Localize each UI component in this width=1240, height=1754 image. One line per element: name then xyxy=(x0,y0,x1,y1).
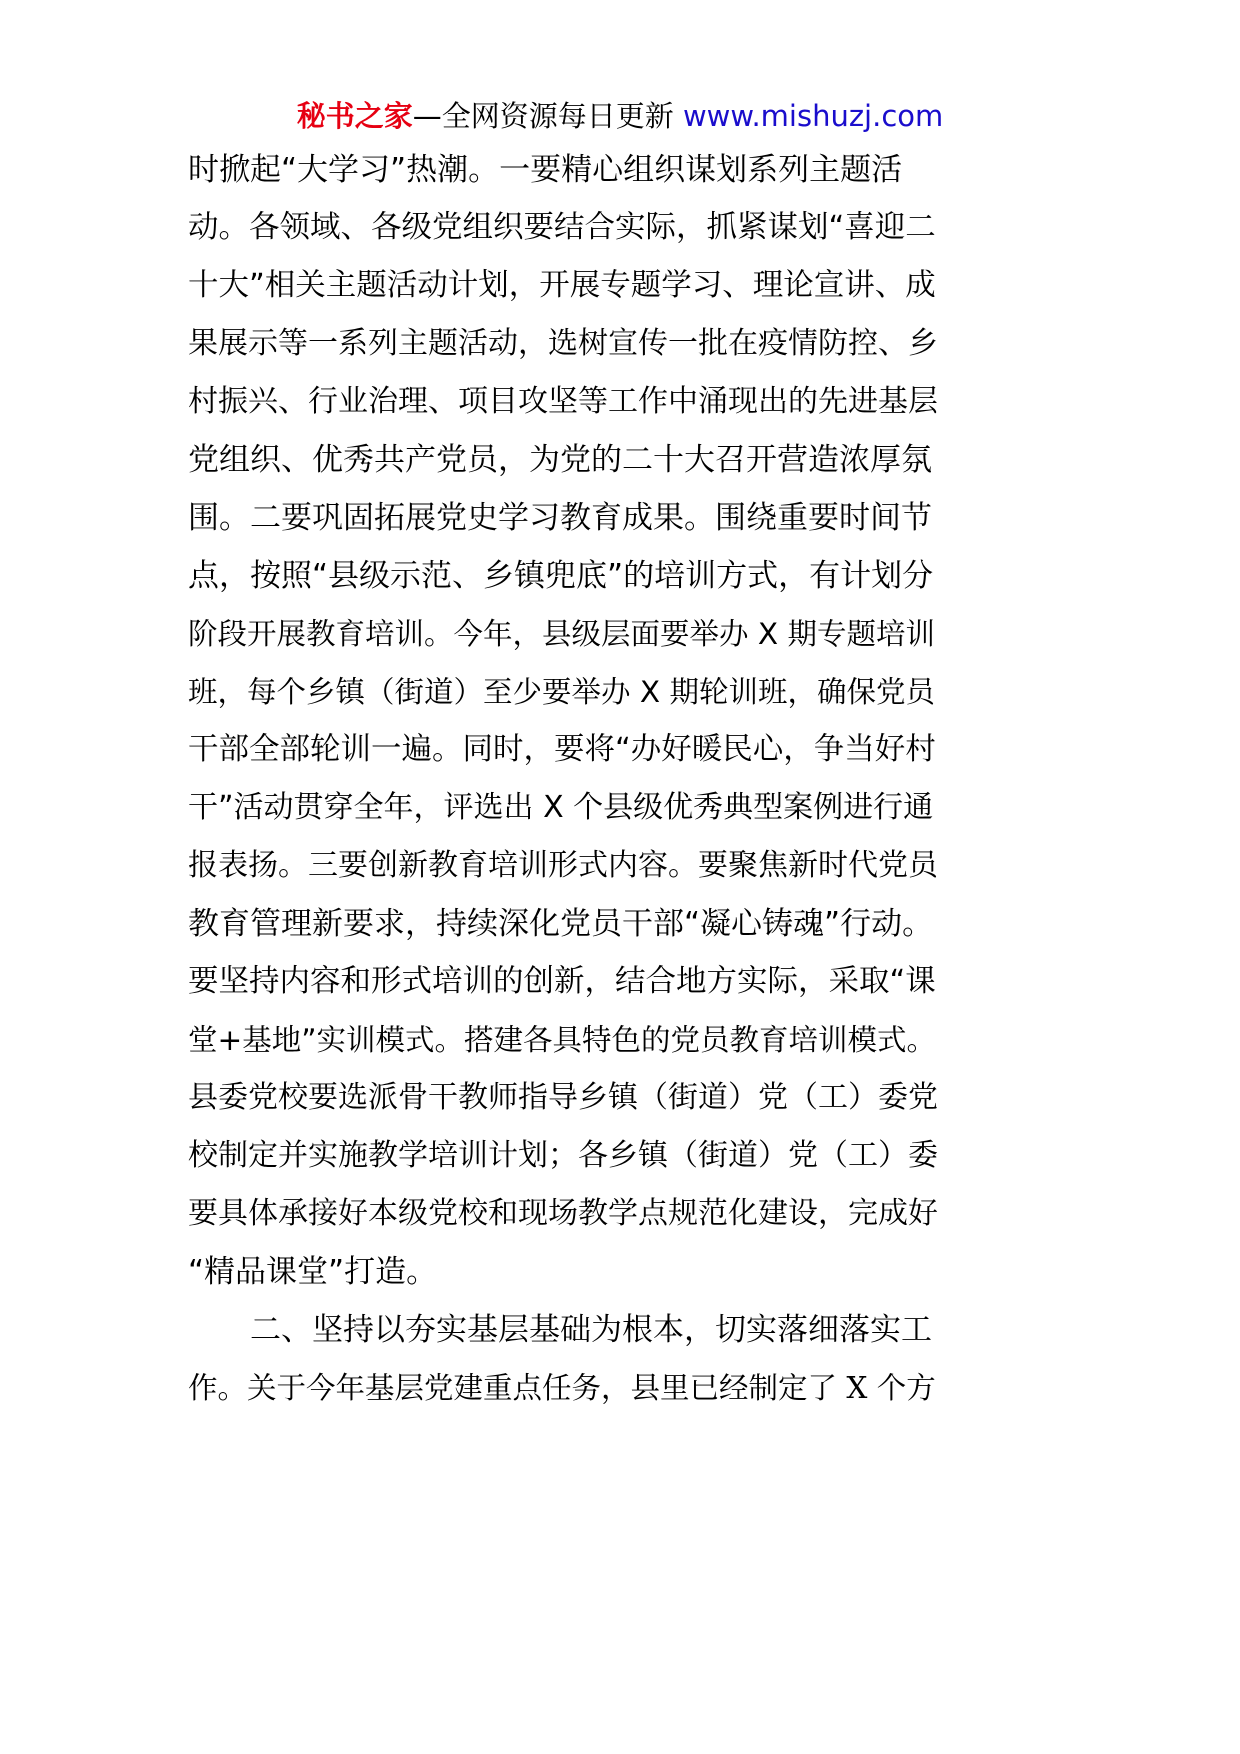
body-line: 要具体承接好本级党校和现场教学点规范化建设，完成好 xyxy=(188,1196,938,1231)
body-line: “精品课堂”打造。 xyxy=(188,1254,438,1290)
body-line: 时掀起“大学习”热潮。一要精心组织谋划系列主题活 xyxy=(188,152,903,188)
brand-name: 秘书之家 xyxy=(296,99,413,133)
body-line: 村振兴、行业治理、项目攻坚等工作中涌现出的先进基层 xyxy=(188,384,938,419)
section-heading: 二、坚持以夯实基层基础为根本，切实落细落实工 xyxy=(250,1312,932,1348)
body-line: 要坚持内容和形式培训的创新，结合地方实际，采取“课 xyxy=(188,964,936,999)
body-line: 堂+基地”实训模式。搭建各具特色的党员教育培训模式。 xyxy=(188,1023,937,1057)
body-line: 报表扬。三要创新教育培训形式内容。要聚焦新时代党员 xyxy=(188,848,938,883)
body-line: 十大”相关主题活动计划，开展专题学习、理论宣讲、成 xyxy=(188,268,936,303)
body-line: 围。二要巩固拓展党史学习教育成果。围绕重要时间节 xyxy=(188,500,932,536)
body-line: 班，每个乡镇（街道）至少要举办 X 期轮训班，确保党员 xyxy=(188,675,935,709)
body-line: 点，按照“县级示范、乡镇兜底”的培训方式，有计划分 xyxy=(188,558,934,594)
body-line: 干”活动贯穿全年，评选出 X 个县级优秀典型案例进行通 xyxy=(188,790,934,825)
body-line: 动。各领域、各级党组织要结合实际，抓紧谋划“喜迎二 xyxy=(188,210,936,245)
body-line: 县委党校要选派骨干教师指导乡镇（街道）党（工）委党 xyxy=(188,1080,938,1115)
header-tagline: —全网资源每日更新 xyxy=(412,99,683,133)
body-line: 党组织、优秀共产党员，为党的二十大召开营造浓厚氛 xyxy=(188,442,932,478)
section-heading-continuation: 作。关于今年基层党建重点任务，县里已经制定了 X 个方 xyxy=(188,1371,936,1405)
body-line: 干部全部轮训一遍。同时，要将“办好暖民心，争当好村 xyxy=(188,732,936,767)
body-line: 阶段开展教育培训。今年，县级层面要举办 X 期专题培训 xyxy=(188,617,935,651)
body-line: 校制定并实施教学培训计划；各乡镇（街道）党（工）委 xyxy=(188,1138,938,1173)
body-line: 果展示等一系列主题活动，选树宣传一批在疫情防控、乡 xyxy=(188,326,938,361)
site-url: www.mishuzj.com xyxy=(682,99,944,133)
body-line: 教育管理新要求，持续深化党员干部“凝心铸魂”行动。 xyxy=(188,906,934,942)
